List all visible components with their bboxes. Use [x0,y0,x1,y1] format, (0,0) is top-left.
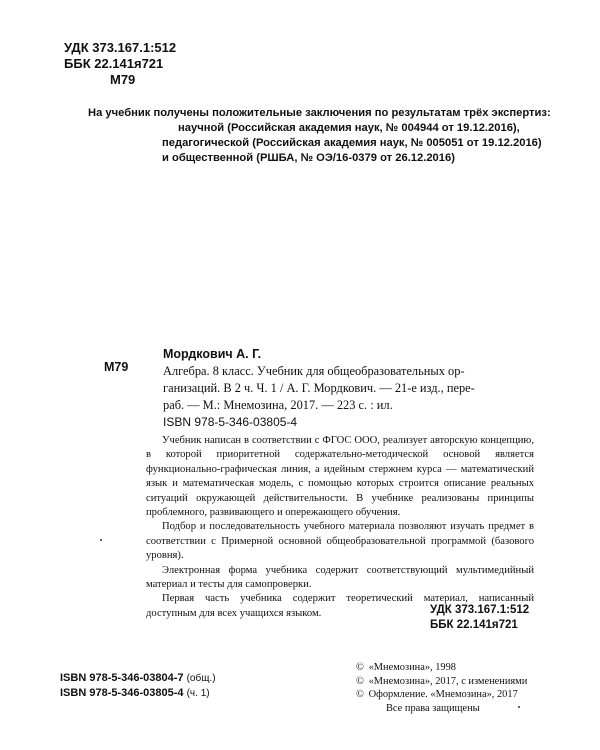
isbn-general-note: (общ.) [186,673,216,684]
abstract [146,434,534,621]
expert-notice-line: и общественной (РШБА, № ОЭ/16-0379 от 26.12.2016) [162,152,455,164]
bibliography-line: ганизаций. В 2 ч. Ч. 1 / А. Г. Мордкович. — 21-е изд., пере- [163,381,475,395]
copyright-text: «Мнемозина», 2017, с изменениями [368,675,528,687]
copyright-icon: © [356,689,364,700]
udk-code-bottom: УДК 373.167.1:512 [430,604,530,616]
bibliography-isbn: ISBN 978-5-346-03805-4 [163,415,298,429]
copyright-block [356,661,527,715]
isbn-general [60,671,216,686]
copyright-line [356,661,527,675]
copyright-line [356,688,527,702]
bbk-code: ББК 22.141я721 [64,56,164,71]
abstract-paragraph: Первая часть учебника содержит теоретический материал, написанный доступным для всех учащихся языком. [146,593,534,619]
all-rights-reserved: Все права защищены [386,702,480,714]
expert-review-notice [88,106,551,166]
bibliography-author-mark: М79 [104,360,129,374]
author-name: Мордкович А. Г. [163,347,262,361]
abstract-paragraph: Подбор и последовательность учебного материала позволяют изучать предмет в соответствии с Примерной основной общеобразовательной программой (базового уровня). [146,521,534,562]
header-classification-codes [64,40,176,88]
isbn-part1-number: ISBN 978-5-346-03805-4 [60,687,184,699]
abstract-paragraph: Учебник написан в соответствии с ФГОС ООО, реализует авторскую концепцию, в которой приоритетной содержательно-методической основой является функционально-графическая линия, а идейным стержнем курса — математический язык и математическая модель, с помощью которых строится описание реальных ситуаций окружающей действительности. В учебнике реализованы принципы проблемного, развивающего и опережающего обучения. [146,435,534,519]
expert-notice-line: научной (Российская академия наук, № 004944 от 19.12.2016), [178,122,520,134]
copyright-line [356,675,527,689]
bbk-code-bottom: ББК 22.141я721 [430,619,518,631]
print-speck [100,539,102,541]
copyright-text: Оформление. «Мнемозина», 2017 [368,689,518,700]
isbn-general-number: ISBN 978-5-346-03804-7 [60,672,184,684]
bibliography-line: раб. — М.: Мнемозина, 2017. — 223 с. : ил. [163,398,393,412]
bottom-classification-codes [430,603,529,633]
copyright-text: «Мнемозина», 1998 [368,662,456,673]
abstract-paragraph: Электронная форма учебника содержит соответствующий мультимедийный материал и тесты для самопроверки. [146,564,534,591]
bibliography-line: Алгебра. 8 класс. Учебник для общеобразовательных ор- [163,364,465,378]
print-speck [518,706,520,708]
udk-code: УДК 373.167.1:512 [64,40,177,55]
expert-notice-line: На учебник получены положительные заключения по результатам трёх экспертиз: [88,107,551,119]
expert-notice-line: педагогической (Российская академия наук, № 005051 от 19.12.2016) [162,137,542,149]
isbn-part1 [60,686,216,701]
bibliographic-record [163,346,523,431]
isbn-part1-note: (ч. 1) [186,688,210,699]
copyright-icon: © [356,662,364,673]
isbn-list [60,671,216,701]
author-mark: М79 [110,72,136,87]
copyright-icon: © [356,675,364,687]
